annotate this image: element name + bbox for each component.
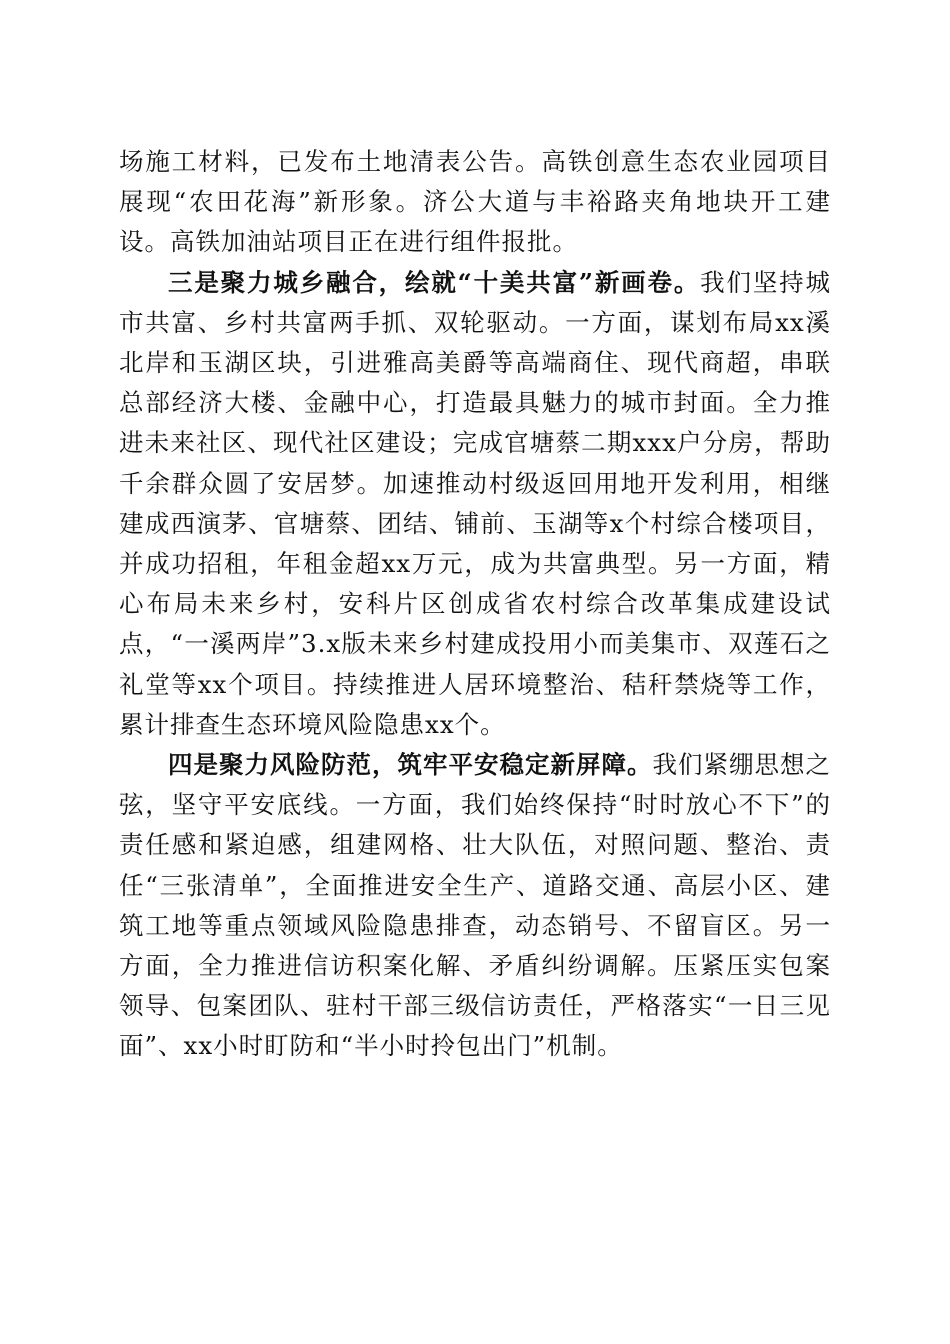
document-body (119, 142, 831, 1067)
paragraph-text: 我们紧绷思想之弦，坚守平安底线。一方面，我们始终保持“时时放心不下”的责任感和紧迫感，组建网格、壮大队伍，对照问题、整治、责任“三张清单”，全面推进安全生产、道路交通、高层小区、建筑工地等重点领域风险隐患排查，动态销号、不留盲区。另一方面，全力推进信访积案化解、矛盾纠纷调解。压紧压实包案领导、包案团队、驻村干部三级信访责任，严格落实“一日三见面”、xx小时盯防和“半小时拎包出门”机制。 (119, 750, 831, 1061)
paragraph-lead-sentence: 三是聚力城乡融合，绘就“十美共富”新画卷。 (168, 267, 701, 297)
paragraph-text: 我们坚持城市共富、乡村共富两手抓、双轮驱动。一方面，谋划布局xx溪北岸和玉湖区块，引进雅高美爵等高端商住、现代商超，串联总部经济大楼、金融中心，打造最具魅力的城市封面。全力推进未来社区、现代社区建设；完成官塘蔡二期xxx户分房，帮助千余群众圆了安居梦。加速推动村级返回用地开发利用，相继建成西演茅、官塘蔡、团结、铺前、玉湖等x个村综合楼项目，并成功招租，年租金超xx万元，成为共富典型。另一方面，精心布局未来乡村，安科片区创成省农村综合改革集成建设试点，“一溪两岸”3.x版未来乡村建成投用小而美集市、双莲石之礼堂等xx个项目。持续推进人居环境整治、秸秆禁烧等工作，累计排查生态环境风险隐患xx个。 (119, 267, 832, 739)
paragraph-lead-sentence: 四是聚力风险防范，筑牢平安稳定新屏障。 (168, 750, 653, 780)
paragraph-continuation (119, 142, 831, 263)
paragraph-text: 场施工材料，已发布土地清表公告。高铁创意生态农业园项目展现“农田花海”新形象。济公大道与丰裕路夹角地块开工建设。高铁加油站项目正在进行组件报批。 (119, 147, 831, 257)
paragraph-urban-rural-integration (119, 263, 831, 745)
paragraph-risk-prevention (119, 745, 831, 1067)
